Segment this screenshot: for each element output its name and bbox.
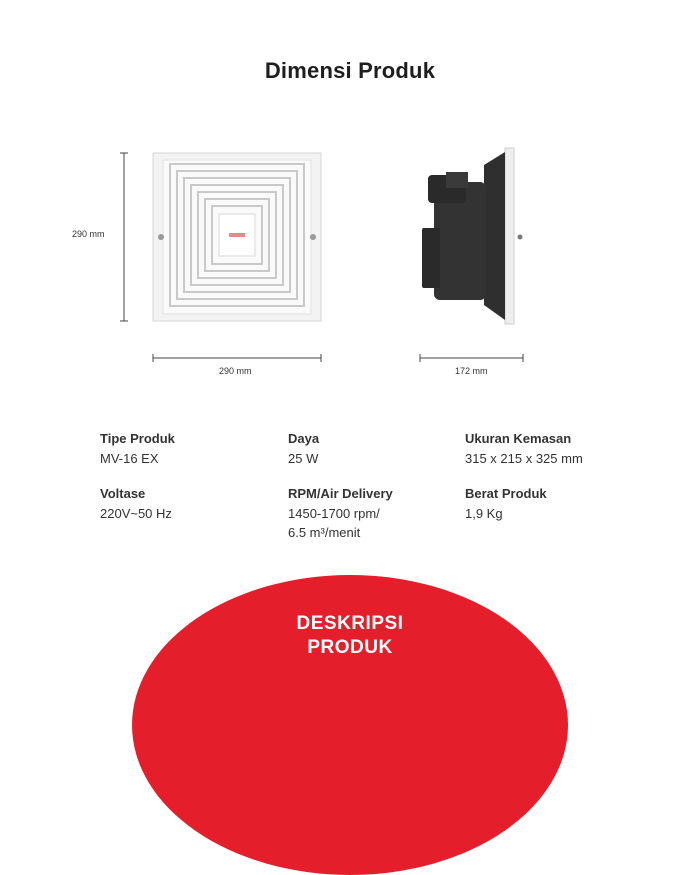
spec-label-rpm: RPM/Air Delivery [288,486,393,501]
spec-value-berat: 1,9 Kg [465,506,503,521]
spec-label-ukuran-kemasan: Ukuran Kemasan [465,431,572,446]
spec-value-ukuran-kemasan: 315 x 215 x 325 mm [465,451,583,466]
screw-left-icon [158,234,164,240]
spec-label-tipe-produk: Tipe Produk [100,431,175,446]
side-view-image [422,148,523,324]
depth-dimension-label: 172 mm [455,366,488,376]
width-dimension-label: 290 mm [219,366,252,376]
height-dimension-line [120,153,128,321]
description-line1: DESKRIPSI [296,613,404,634]
description-line2: PRODUK [307,637,393,658]
spec-value-rpm-line2: 6.5 m³/menit [288,525,361,540]
spec-value-daya: 25 W [288,451,319,466]
description-button[interactable] [0,612,700,660]
spec-value-rpm-line1: 1450-1700 rpm/ [288,506,380,521]
brand-logo-icon [229,233,245,237]
width-dimension-line [153,354,321,362]
screw-right-icon [310,234,316,240]
spec-label-berat: Berat Produk [465,486,547,501]
page-title: Dimensi Produk [264,58,436,83]
spec-value-voltase: 220V~50 Hz [100,506,172,521]
side-screw-icon [518,235,523,240]
spec-label-voltase: Voltase [100,486,146,501]
front-view-image [153,153,321,321]
spec-value-tipe-produk: MV-16 EX [100,451,159,466]
spec-label-daya: Daya [288,431,320,446]
depth-dimension-line [420,354,523,362]
height-dimension-label: 290 mm [72,229,105,239]
